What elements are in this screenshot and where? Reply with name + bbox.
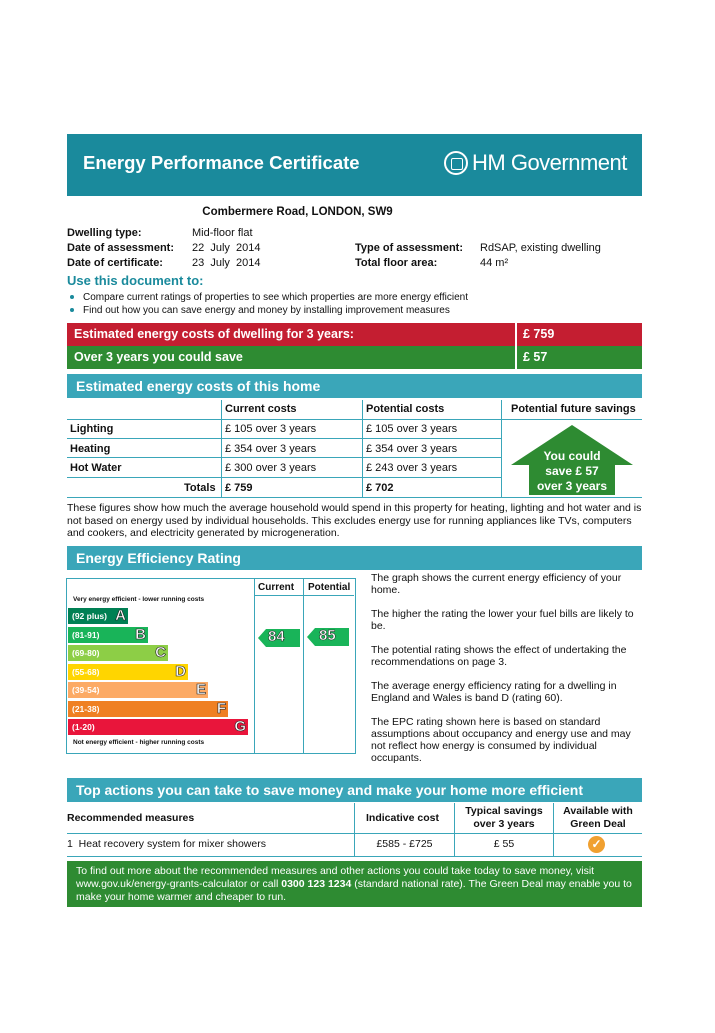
paragraph: The higher the rating the lower your fuel bills are likely to be.: [371, 608, 634, 632]
divider: [303, 578, 304, 753]
dwelling-type-label: Dwelling type:: [67, 227, 142, 239]
measure-cost: £585 - £725: [376, 838, 433, 850]
date-certificate-label: Date of certificate:: [67, 257, 163, 269]
total-current: £ 759: [225, 482, 253, 494]
divider: [67, 457, 501, 458]
date-assessment-label: Date of assessment:: [67, 242, 174, 254]
row-potential: £ 354 over 3 years: [366, 443, 458, 455]
dwelling-type-value: Mid-floor flat: [192, 227, 253, 239]
estimated-cost-bar: [67, 323, 642, 346]
details-right-values: [480, 241, 601, 271]
col-current-rating: Current: [258, 582, 295, 593]
costs-table: [67, 400, 642, 498]
page-title: Energy Performance Certificate: [83, 152, 360, 173]
divider: [221, 400, 222, 498]
col-current-costs: Current costs: [225, 403, 297, 415]
col-measures: Recommended measures: [67, 812, 195, 824]
details-left: [67, 226, 174, 271]
divider: [67, 419, 501, 420]
divider: [501, 419, 642, 420]
band-range: (69-80): [72, 648, 100, 658]
row-current: £ 354 over 3 years: [225, 443, 317, 455]
current-rating-arrow: [258, 629, 300, 650]
savings-label: Over 3 years you could save: [74, 350, 243, 364]
total-potential: £ 702: [366, 482, 394, 494]
measure-name: 1 Heat recovery system for mixer showers: [67, 838, 266, 850]
band-range: (39-54): [72, 685, 100, 695]
col-savings: [455, 805, 553, 831]
band-d: [68, 664, 188, 680]
date-assessment-value: 22 July 2014: [192, 242, 261, 254]
band-range: (55-68): [72, 666, 100, 677]
paragraph: The EPC rating shown here is based on standard assumptions about occupancy and energy use and may not reflect how energy is consumed by individual occupants.: [371, 716, 631, 764]
top-note: Very energy efficient - lower running costs: [73, 596, 205, 603]
actions-heading-text: Top actions you can take to save money and make your home more efficient: [76, 782, 583, 798]
divider: [67, 497, 642, 498]
savings-bar: [67, 346, 642, 369]
col-savings-line: over 3 years: [473, 818, 535, 830]
divider: [67, 438, 501, 439]
floor-area-value: 44 m²: [480, 257, 509, 269]
row-current: £ 300 over 3 years: [225, 462, 317, 474]
band-letter: G: [234, 718, 246, 735]
arrow-line: save £ 57: [545, 464, 599, 478]
phone-number: 0300 123 1234: [281, 878, 352, 890]
band-g: [68, 719, 248, 735]
band-letter: F: [216, 699, 226, 717]
savings-arrow: [511, 425, 633, 495]
actions-section-heading: [67, 778, 642, 802]
bottom-note: Not energy efficient - higher running costs: [73, 739, 205, 746]
arrow-line: You could: [543, 449, 601, 463]
row-current: £ 105 over 3 years: [225, 423, 317, 435]
header-banner: [67, 134, 642, 196]
divider: [67, 856, 642, 857]
estimated-cost-value: £ 759: [515, 323, 554, 346]
footer-text-b: (standard national rate). The Green Deal may enable you to make your home warmer and cheaper to run.: [76, 878, 632, 903]
band-a: [68, 608, 128, 624]
divider: [254, 578, 255, 753]
col-green-line: Green Deal: [570, 818, 626, 830]
col-savings-line: Typical savings: [465, 805, 543, 817]
band-e: [68, 682, 208, 698]
footer-text: [76, 865, 642, 904]
col-potential-savings: Potential future savings: [511, 403, 636, 415]
divider: [255, 595, 354, 596]
band-b: [68, 627, 148, 643]
costs-section-heading: [67, 374, 642, 398]
divider: [501, 400, 502, 498]
band-letter: E: [195, 681, 206, 698]
col-cost: Indicative cost: [366, 812, 439, 824]
row-label: Hot Water: [70, 462, 122, 474]
potential-rating-value: 85: [319, 627, 336, 644]
costs-note: These figures show how much the average household would spend in this property for heating, lighting and hot water and is not based on energy used by individual households. This excludes energy use for running appliances like TVs, computers and cookers, and electricity generated by microgeneration.: [67, 502, 642, 539]
band-range: (81-91): [72, 629, 100, 640]
band-range: (21-38): [72, 703, 100, 714]
band-range: (92 plus): [72, 611, 107, 621]
type-assessment-label: Type of assessment:: [355, 242, 464, 254]
rating-explanation: [371, 572, 641, 764]
band-f: [68, 701, 228, 717]
checkmark-icon: ✓: [588, 836, 605, 853]
col-green-deal: [554, 805, 642, 831]
list-item: Find out how you can save energy and money by installing improvement measures: [67, 304, 642, 317]
divider: [67, 477, 501, 478]
band-range: (1-20): [72, 722, 95, 732]
band-letter: D: [175, 662, 186, 680]
savings-value: £ 57: [515, 346, 547, 369]
current-rating-value: 84: [268, 628, 285, 645]
band-letter: C: [155, 644, 166, 661]
paragraph: The graph shows the current energy efficiency of your home.: [371, 572, 622, 596]
band-c: [68, 645, 168, 661]
col-green-line: Available with: [563, 805, 633, 817]
crest-icon: [444, 151, 468, 175]
actions-table: [67, 803, 642, 857]
paragraph: The potential rating shows the effect of undertaking the recommendations on page 3.: [371, 644, 627, 668]
details-right: [355, 241, 463, 271]
paragraph: The average energy efficiency rating for a dwelling in England and Wales is band D (rating 60).: [371, 680, 617, 704]
government-logo: [444, 150, 627, 176]
row-label: Heating: [70, 443, 111, 455]
government-name: HM Government: [472, 150, 627, 175]
totals-label: Totals: [184, 482, 216, 494]
use-document-heading: Use this document to:: [67, 273, 204, 288]
floor-area-label: Total floor area:: [355, 257, 438, 269]
date-certificate-value: 23 July 2014: [192, 257, 261, 269]
band-letter: B: [135, 625, 146, 643]
rating-heading-text: Energy Efficiency Rating: [76, 550, 241, 566]
footer-text-a: To find out more about the recommended measures and other actions you could take today to save money, visit www.gov.uk/energy-grants-calculator or call: [76, 865, 595, 890]
divider: [67, 833, 642, 834]
arrow-line: over 3 years: [536, 479, 608, 493]
measure-savings: £ 55: [493, 838, 515, 850]
divider: [362, 400, 363, 498]
row-potential: £ 243 over 3 years: [366, 462, 458, 474]
footer-info: [67, 861, 642, 907]
potential-rating-arrow: [307, 628, 349, 649]
row-label: Lighting: [70, 423, 114, 435]
col-potential-costs: Potential costs: [366, 403, 445, 415]
col-potential-rating: Potential: [308, 582, 351, 593]
costs-heading-text: Estimated energy costs of this home: [76, 378, 321, 394]
property-address: Combermere Road, LONDON, SW9: [202, 206, 393, 218]
row-potential: £ 105 over 3 years: [366, 423, 458, 435]
rating-section-heading: [67, 546, 642, 570]
use-document-list: [67, 291, 642, 317]
details-left-values: [192, 226, 261, 271]
list-item: Compare current ratings of properties to see which properties are more energy efficient: [67, 291, 642, 304]
type-assessment-value: RdSAP, existing dwelling: [480, 242, 601, 254]
arrow-text: [511, 449, 633, 494]
estimated-cost-label: Estimated energy costs of dwelling for 3 years:: [74, 327, 354, 341]
band-letter: A: [115, 607, 126, 624]
